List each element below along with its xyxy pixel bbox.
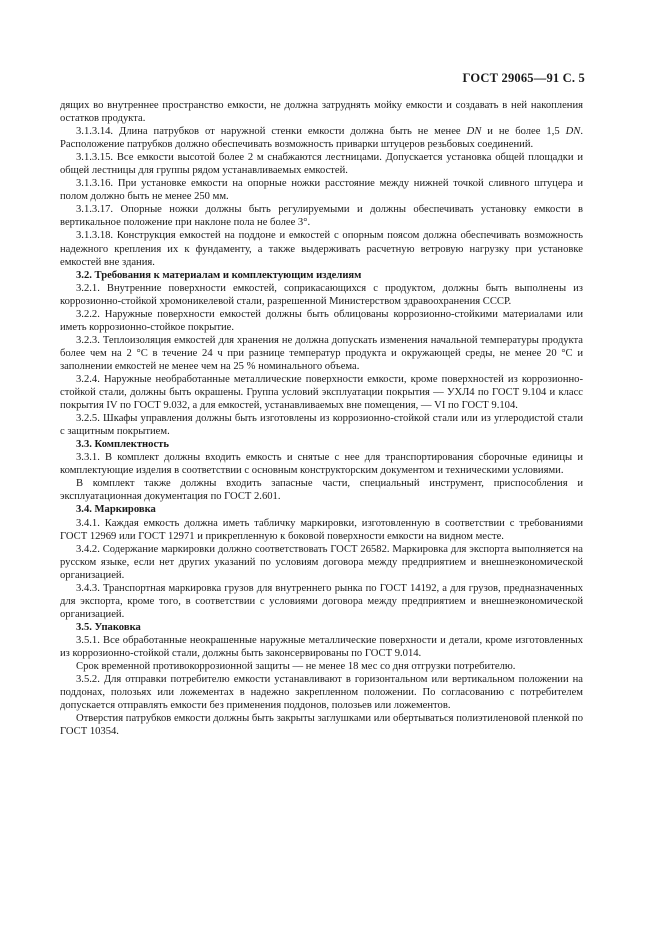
paragraph: 3.4.2. Содержание маркировки должно соответствовать ГОСТ 26582. Маркировка для экспорта выполняется на русском языке, если нет других указаний по условиям договора между предприятием и внешнеэкономической организацией. — [60, 543, 583, 581]
paragraph: 3.4.1. Каждая емкость должна иметь табличку маркировки, изготовленную в соответствии с требованиями ГОСТ 12969 или ГОСТ 12971 и прикрепленную к боковой поверхности емкости на видном месте. — [60, 517, 583, 542]
paragraph: 3.5.2. Для отправки потребителю емкости устанавливают в горизонтальном или вертикальном положении на поддонах, полозьях или ложементах в надежно закрепленном положении. По согласованию с потребителем допускается отправлять емкости без применения поддонов, полозьев или ложементов. — [60, 674, 583, 712]
paragraph: 3.2.5. Шкафы управления должны быть изготовлены из коррозионно-стойкой стали или из углеродистой стали с защитным покрытием. — [60, 413, 583, 438]
paragraph: 3.5.1. Все обработанные неокрашенные наружные металлические поверхности и детали, кроме изготовленных из коррозионно-стойкой стали, должны быть законсервированы по ГОСТ 9.014. — [60, 634, 583, 659]
page-header: ГОСТ 29065—91 С. 5 — [462, 71, 585, 85]
paragraph: 3.4.3. Транспортная маркировка грузов для внутреннего рынка по ГОСТ 14192, а для грузов, предназначенных для экспорта, кроме того, в соответствии с условиями договора между предприятием и внешнеэкономической организацией. — [60, 582, 583, 620]
section-heading: 3.2. Требования к материалам и комплектующим изделиям — [76, 269, 362, 281]
paragraph: 3.1.3.14. Длина патрубков от наружной стенки емкости должна быть не менее DN и не более 1,5 DN. Расположение патрубков должно обеспечивать возможность приварки штуцеров резьбовых соединений. — [60, 126, 583, 151]
paragraph: В комплект также должны входить запасные части, специальный инструмент, приспособления и эксплуатационная документация по ГОСТ 2.601. — [60, 478, 583, 503]
paragraph: Отверстия патрубков емкости должны быть закрыты заглушками или обертываться полиэтиленовой пленкой по ГОСТ 10354. — [60, 713, 583, 738]
section-heading: 3.4. Маркировка — [76, 504, 156, 516]
paragraph: 3.1.3.18. Конструкция емкостей на поддоне и емкостей с опорным поясом должна обеспечивать возможность надежного крепления их к фундаменту, а также выдерживать расчетную ветровую нагрузку при установке емкостей вне здания. — [60, 230, 583, 268]
paragraph: 3.2.1. Внутренние поверхности емкостей, соприкасающихся с продуктом, должны быть выполнены из коррозионно-стойкой хромоникелевой стали, разрешенной Министерством здравоохранения СССР. — [60, 282, 583, 307]
section-heading: 3.3. Комплектность — [76, 439, 169, 451]
paragraph: 3.3.1. В комплект должны входить емкость и снятые с нее для транспортирования сборочные единицы и комплектующие изделия в соответствии с основным конструкторским документом и техническими условиями. — [60, 452, 583, 477]
paragraph: 3.2.4. Наружные необработанные металлические поверхности емкости, кроме поверхностей из коррозионно-стойкой стали, должны быть окрашены. Группа условий эксплуатации покрытия — УХЛ4 по ГОСТ 9.104 и класс покрытия IV по ГОСТ 9.032, а для емкостей, устанавливаемых вне помещения, — VI по ГОСТ 9.104. — [60, 373, 583, 412]
paragraph: Срок временной противокоррозионной защиты — не менее 18 мес со дня отгрузки потребителю. — [76, 661, 516, 673]
paragraph: 3.1.3.16. При установке емкости на опорные ножки расстояние между нижней точкой сливного штуцера и полом должно быть не менее 250 мм. — [60, 178, 583, 203]
paragraph: 3.2.2. Наружные поверхности емкостей должны быть облицованы коррозионно-стойкими материалами или иметь коррозионно-стойкое покрытие. — [60, 308, 583, 333]
document-body — [60, 99, 583, 738]
paragraph: 3.2.3. Теплоизоляция емкостей для хранения не должна допускать изменения начальной температуры продукта более чем на 2 °С в течение 24 ч при разнице температур продукта и окружающей среды, не менее 20 °С и заполнении емкостей не менее чем на 25 % номинального объема. — [60, 334, 583, 372]
paragraph: 3.1.3.15. Все емкости высотой более 2 м снабжаются лестницами. Допускается установка общей площадки и общей лестницы для группы рядом устанавливаемых емкостей. — [60, 152, 583, 177]
section-heading: 3.5. Упаковка — [76, 621, 141, 633]
paragraph: дящих во внутреннее пространство емкости, не должна затруднять мойку емкости и создавать в ней накопления остатков продукта. — [60, 100, 583, 125]
paragraph: 3.1.3.17. Опорные ножки должны быть регулируемыми и должны обеспечивать установку емкости в вертикальное положение при наклоне пола не более 3°. — [60, 204, 583, 229]
